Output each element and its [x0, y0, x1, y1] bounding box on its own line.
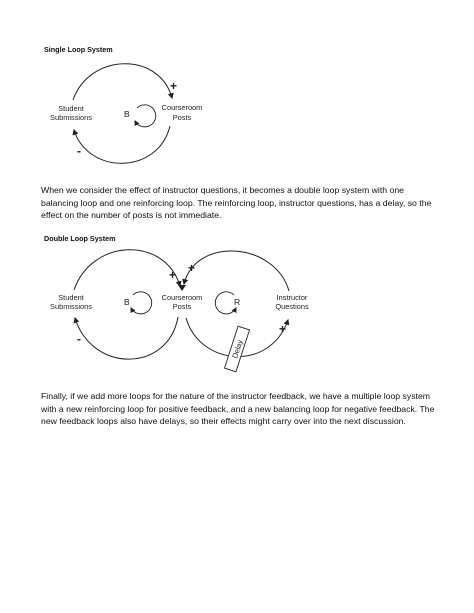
double-node-instructor-line2: Questions	[275, 302, 309, 311]
double-node-posts-line1: Courseroom	[161, 293, 203, 302]
double-left-bottom-link	[75, 317, 178, 359]
double-right-loop-marker-arrow	[215, 292, 236, 314]
double-right-top-link	[184, 251, 289, 291]
single-loop-label: B	[124, 109, 130, 119]
double-node-student-line2: Submissions	[50, 302, 92, 311]
double-node-posts-line2: Posts	[172, 302, 192, 311]
double-converge-head	[178, 285, 186, 291]
double-right-loop-label: R	[234, 297, 241, 307]
paragraph-multiple-loop: Finally, if we add more loops for the nature of the instructor feedback, we have a multiple loop system with a new reinforcing loop for positive feedback, and a new balancing loop for negative feedback. The new feedback loops also have delays, so their effects might carry over into the next discussion.	[41, 391, 435, 427]
double-left-loop-marker-arrow	[131, 292, 152, 314]
paragraph-double-loop: When we consider the effect of instructor questions, it becomes a double loop system with one balancing loop and one reinforcing loop. The reinforcing loop, instructor questions, has a delay, so the effect on the number of posts is not immediate.	[41, 185, 432, 221]
single-top-link	[73, 64, 172, 100]
double-sign-plus-top-left: +	[169, 268, 177, 282]
single-node-student-line1: Student	[58, 104, 84, 113]
delay-label: Delay	[230, 338, 245, 360]
double-node-student-line1: Student	[58, 293, 84, 302]
double-sign-minus-bottom-left: -	[77, 332, 81, 346]
double-sign-plus-top-right: +	[188, 261, 196, 275]
double-node-instructor-line1: Instructor	[276, 293, 308, 302]
single-sign-plus: +	[170, 79, 178, 93]
single-loop-marker-arrow	[135, 105, 156, 127]
single-node-posts-line1: Courseroom	[161, 103, 203, 112]
delay-marker	[224, 326, 249, 372]
single-sign-minus: -	[77, 144, 81, 158]
single-node-posts-line2: Posts	[172, 113, 192, 122]
double-sign-plus-bottom-right: +	[279, 322, 287, 336]
double-left-top-link	[74, 250, 180, 290]
single-bottom-link	[74, 126, 170, 163]
double-left-loop-label: B	[124, 297, 130, 307]
single-node-student-line2: Submissions	[50, 113, 92, 122]
double-loop-title: Double Loop System	[44, 234, 116, 243]
single-loop-title: Single Loop System	[44, 45, 113, 54]
